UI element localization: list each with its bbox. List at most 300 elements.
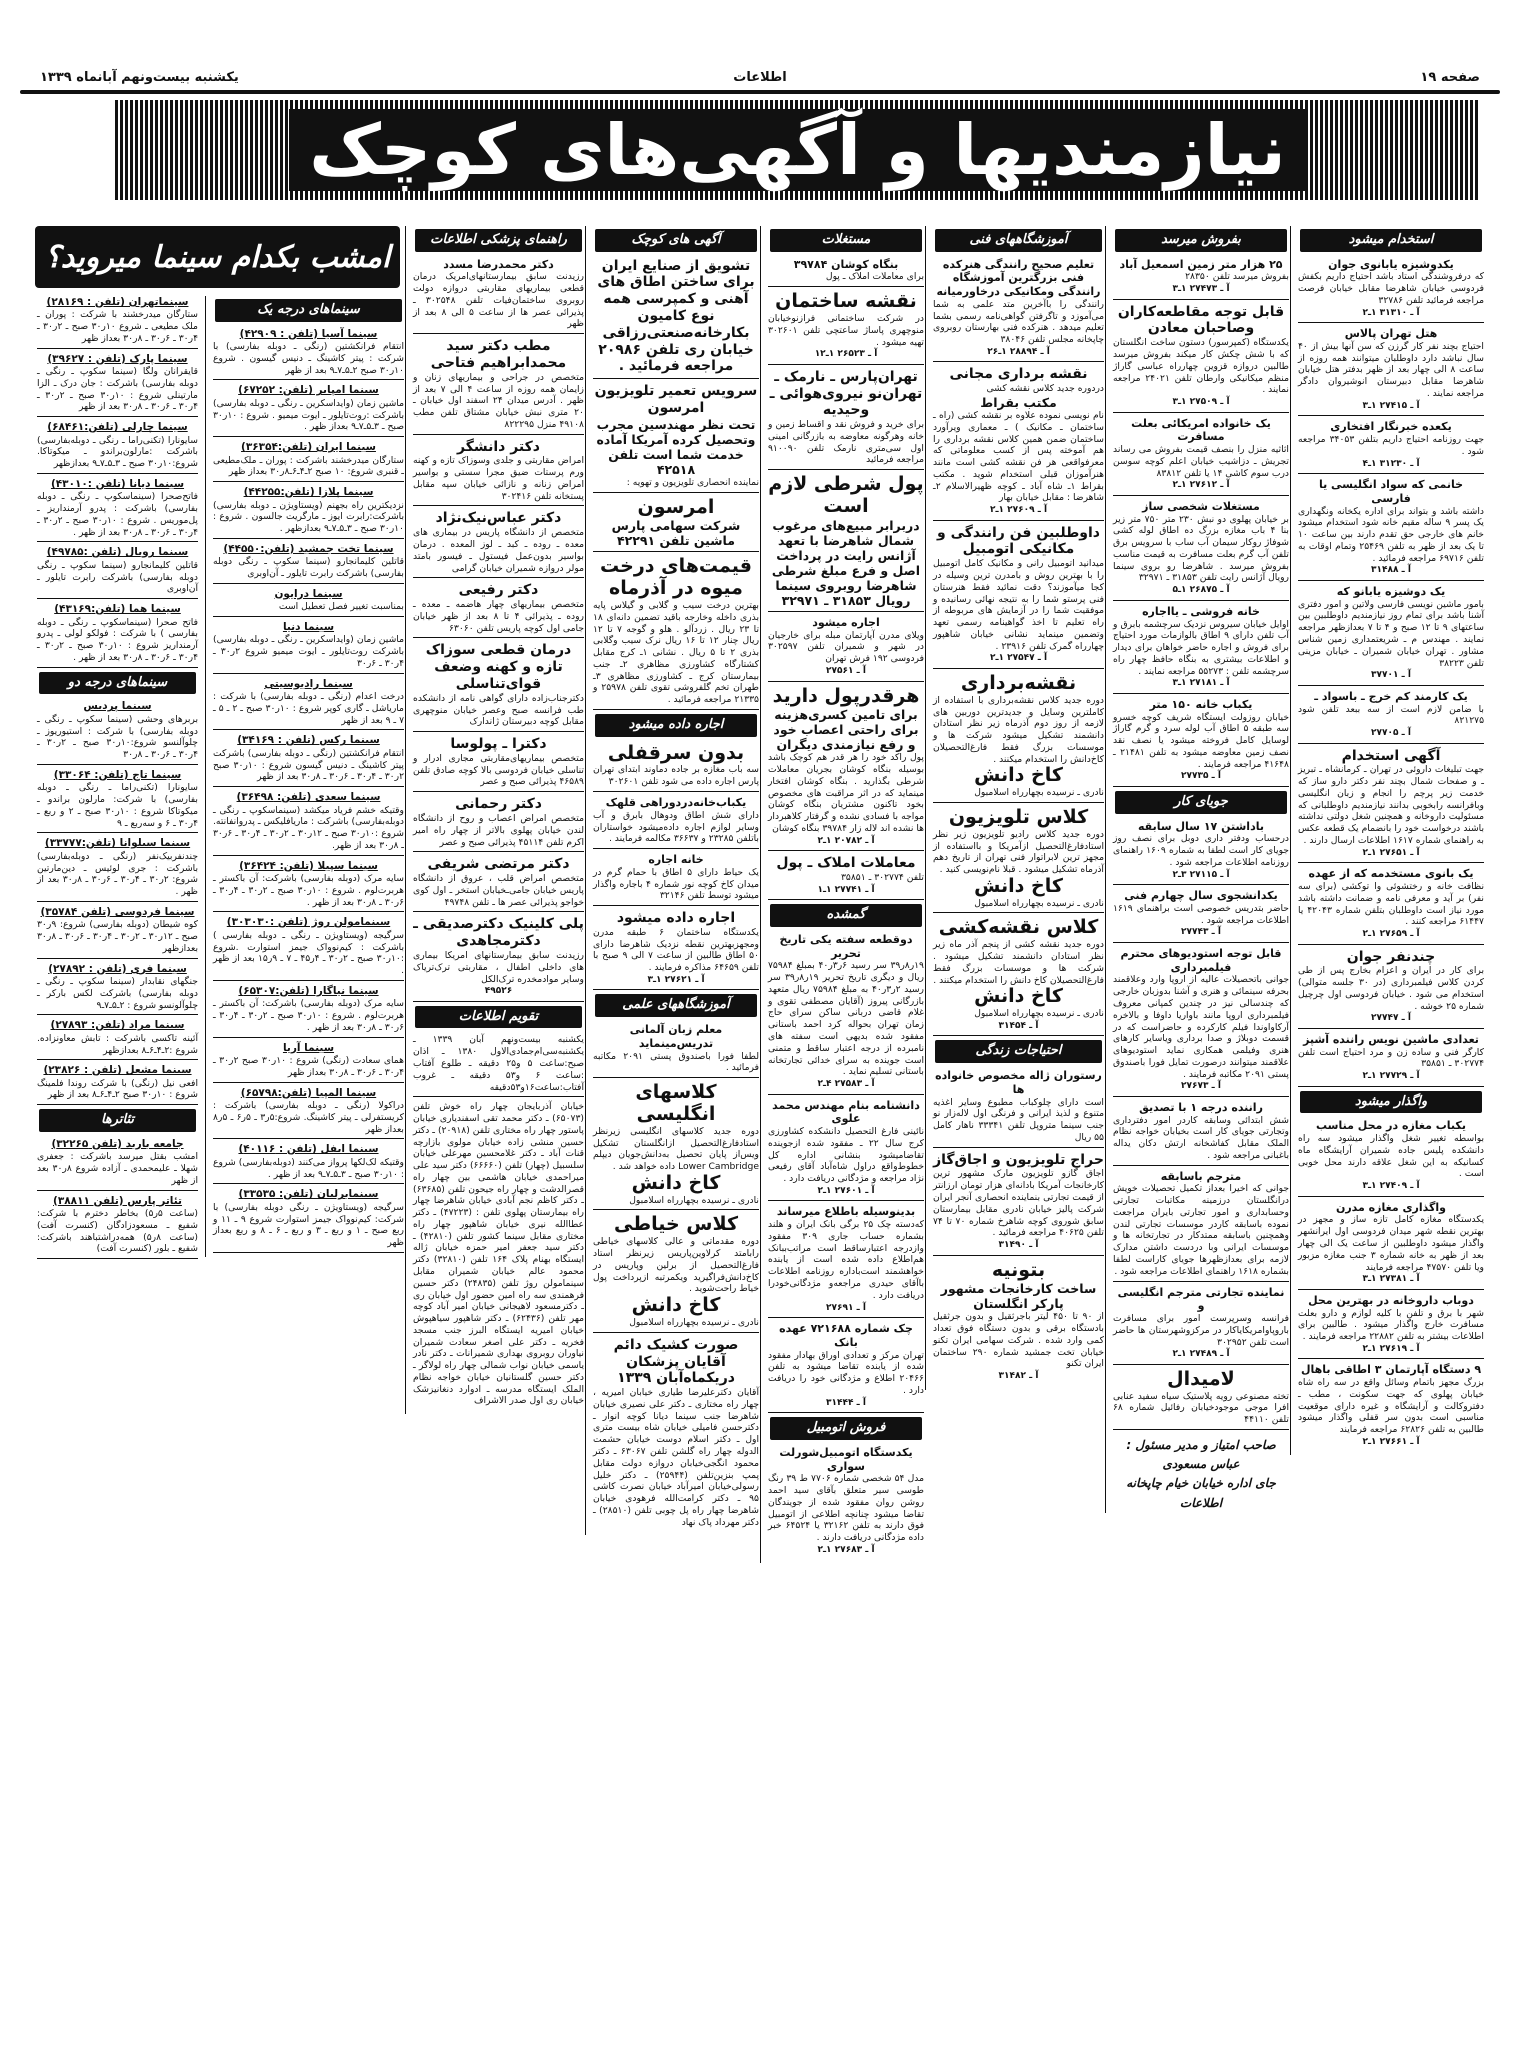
ad-title: یکدانشجوی سال چهارم فنی bbox=[1124, 889, 1278, 903]
ad-body: پول راکد خود را هر قدر هم کوچک باشد بوسیله بنگاه کوشان بجریان معاملات شرطی بگذارید . بنگاه کوشان افتخار مینماید که در اثر مراقبت های مخصوص بخود تاکنون مشتریان بنگاه کوشان مواجه با فسادی نشده و گرفتار کلاهبردار ها نشده اند لاله زار ۳۹۷۸۴ بنگاه کوشان bbox=[768, 752, 924, 834]
ad-title: واگذاری مغازه مدرن bbox=[1335, 1200, 1447, 1214]
classified-ad bbox=[1298, 748, 1484, 864]
film-details: ستارگان میدرخشند با شرکت : پوران ـ ملک مطیعی ـ شروع ۱۰ر۳۰ صبح ـ ۲ر۳۰ ـ ۴ر۳۰ ـ ۶ر۳۰ ـ ۸ر۳۰ بعداز ظهر bbox=[37, 309, 198, 344]
imprint-line: صاحب امتیاز و مدیر مسئول : عباس مسعودی bbox=[1126, 1437, 1276, 1472]
ad-code: آ ـ ۲۷۷۰۵ bbox=[1371, 728, 1411, 739]
ad-body: نادری ـ نرسیده بچهارراه اسلامبول bbox=[974, 897, 1104, 909]
ad-title: راننده درجه ۱ با تصدیق bbox=[1139, 1100, 1263, 1114]
cinema-name: جامعه باربد (تلفن ۳۲۲۶۵) bbox=[51, 1137, 184, 1150]
ad-body: اجاق گازو تلویزیون مارک مشهور ترین کارخانجات آمریکا بادانه‌ای هزار تومان ارزانتر از قیمت تجارتی بنماینده انحصاری آنجر ایران شرکت پالیز خیابان نادری مقابل بیمارستان سابق شوروی کوچه شاهرخ شماره ۷۰ تا ۷۴ تلفن ۴۰۶۲۵ مراجعه فرمائید . bbox=[933, 1168, 1104, 1239]
imprint bbox=[1111, 1436, 1291, 1513]
column-small-ads bbox=[585, 226, 761, 1535]
cinema-listing bbox=[37, 963, 198, 1016]
classified-ad bbox=[1113, 820, 1289, 886]
ad-title: دکتر رفیعی bbox=[458, 582, 539, 599]
section-header: احتیاجات زندگی bbox=[935, 1040, 1102, 1063]
ad-title: بنگاه کوشان ۳۹۷۸۴ bbox=[793, 257, 899, 271]
classified-ad bbox=[1113, 417, 1289, 496]
classified-ad bbox=[1298, 585, 1484, 686]
cinema-name: سینما سعدی (تلفن: ۳۶۴۹۸) bbox=[236, 791, 381, 804]
ad-body: رزیدنت سابق بیمارستانهای امریکا بیماری های داخلی اطفال ، مقاربتی ترک‌تریاک وسایر موادمخدره ترک‌الکل bbox=[413, 950, 584, 985]
film-details: قاتلین کلیمانجارو (سینما سکوپ ـ رنگی دوبله بفارسی) باشرکت رابرت تایلور ـ آن‌اوبری bbox=[37, 559, 198, 595]
ad-code: آ ـ ۲۷۶۵۱ ۱ـ۲ bbox=[1362, 847, 1420, 858]
section-header: آموزشگاههای فنی bbox=[935, 229, 1102, 252]
ad-body: متخصص از دانشگاه پاریس در بیماری های معده ـ روده ـ کبد ـ لوز المعده . درمان بواسیر بدون‌عمل فیستول ـ فیسور بامتد مولر دروازه شمیران خیابان گرامی bbox=[413, 527, 584, 574]
ad-title: باداشتن ۱۷ سال سابقه bbox=[1138, 819, 1264, 833]
ad-code: آ ـ ۲۷۴۸۹ ۱ـ۲ bbox=[1172, 1349, 1230, 1360]
ad-code: آ ـ ۲۷۴۷۳ ۱ـ۳ bbox=[1172, 284, 1230, 295]
ad-body: است دارای چلوکباب مطبوع وسایر اغذیه متنوع و لذیذ ایرانی و فرنگی اول لاله‌زار نو جنب سینما متروپل تلفن ۳۳۳۴۱ ناهار کامل ۵۵ ریال bbox=[933, 1096, 1104, 1143]
ad-title: دکتر محمدرضا مسدد bbox=[443, 257, 554, 271]
classified-ad bbox=[1298, 1119, 1484, 1196]
column-employment bbox=[1290, 226, 1486, 1455]
ad-body: یک حیاط دارای ۵ اطاق با حمام گرم در میدان کاخ کوچه نور شماره ۴ باجاره واگذار میشود توسط تلفن ۳۲۱۴۶ bbox=[593, 866, 759, 902]
ad-body: میدانید اتومبیل رانی و مکانیک کامل اتومبیل را با بهترین روش و بامدرن ترین وسیله در کجا میآموزند؟ دقت نمائید فقط هنرستان فنی پرستو شما را به نتیجه نهائی رسانیده و موفقیت شما را در آزمایش های مربوطه از راه تعلیم تا اخذ گواهینامه رسمی تعهد وتضمین مینماید نشانی خیابان شاهپور چهارراه گمرک تلفن ۲۳۹۱۶ . bbox=[933, 558, 1104, 652]
film-details: ماشین زمان (وایداسکرین ـ رنگی ـ دوبله بفارسی) باشرکت روت‌تایلور ـ ایوت میمیو شروع ۲ر۳۰ ـ ۴ر۳۰ ـ ۶ر۳۰ bbox=[213, 634, 404, 669]
ad-body: حاضر بتدریس خصوصی است براهنمای ۱۶۱۹ اطلاعات مراجعه شود . bbox=[1113, 902, 1289, 926]
classified-ad bbox=[768, 686, 924, 852]
ad-title: یکباب مغازه در محل مناسب bbox=[1316, 1119, 1466, 1133]
cinema-listing bbox=[213, 860, 404, 913]
ad-body: نادری ـ نرسیده بچهارراه اسلامبول bbox=[974, 787, 1104, 799]
ad-code: آ ـ ۲۷۶۱۲ ۱ـ۲ bbox=[1172, 480, 1230, 491]
classified-ad bbox=[933, 525, 1104, 669]
film-details: همای سعادت (رنگی) شروع : ۱۰ر۳۰ صبح ۲ر۳۰ ـ ۴ر۳۰ ـ ۶ر۳۰ ـ ۸ر۳۰ بعداز ظهر bbox=[213, 1055, 404, 1078]
ad-body: تلفن ۳۰۲۷۷۴ ـ ۳۵۸۵۱ bbox=[840, 872, 924, 884]
ad-body: خیابان آذربایجان چهار راه خوش تلفن (۶۵۰۷۳) ـ دکتر محمد تقی اسفندیاری خیابان پاستور چهار راه مختاری تلفن (۲۰۹۱۸) ـ دکتر حسین منشی زاده خیابان مولوی بازارچه قنات آباد ـ دکتر غلامحسین مهرعلی خیابان سلسبیل (چهار) تلفن (۶۶۶۶۰) دکتر سید علی میراحمدی خیابان هاشمی بین چهار راه قصرالدشت و چهار راه جیحون تلفن (۶۳۶۸۵) ـ دکتر کاظم نجم آبادی خیابان شاهرضا چهار راه بیمارستان پهلوی تلفن : (۴۷۲۲۳) ـ دکتر عطاالله نیری خیابان شاهپور چهار راه مختاری مقابل سینما کشور تلفن (۴۲۸۱۰) ـ دکتر سید جعفر امیر حمزه خیابان ژاله ایستگاه بهنام پلاک ۱۶۴ تلفن (۳۲۸۱۰) دکتر محمود عالم خیابان شمیران مقابل سینمامولن روژ تلفن (۲۴۸۳۵) دکتر حسین فرهمندی سه راه امین حضور اول خیابان ری ـ دکترمسعود لاهیجانی خیابان امیر آباد کوچه مهر تلفن (۶۲۴۳۶) ـ دکتر شاهپور سیاهپوش خیابان امیریه ایستگاه البرز جنب مسجد فخریه ـ دکتر علی اصغر سعادت شمیران نیاوران روبروی بهداری شمیرانات ـ دکتر نادر یاسمی خیابان نواب شمالی چهار راه لولاگر ـ دکتر حسین گلستانیان خیابان خواجه نظام الملک ایستگاه مدرسه ـ ادوارد دنغانیزشک خیابان ری اول صدر الاشراف bbox=[413, 1101, 585, 1407]
ad-code: آ ـ ۲۶۸۷۵ ۱ـ۵ bbox=[1172, 585, 1230, 596]
ad-code: آ ـ ۳۱۴۸۲ bbox=[998, 1371, 1039, 1382]
column-cinemas-second-class bbox=[35, 296, 200, 1263]
column-for-sale bbox=[1105, 226, 1291, 1513]
ad-body: جهت روزنامه احتیاج داریم بتلفن ۳۴۰۵۳ مراجعه شود . bbox=[1298, 434, 1484, 457]
cinema-name: سینما رادیوسیتی bbox=[264, 677, 353, 690]
ad-subtitle: دربرابر مبیع‌های مرغوب شمال شاهرضا با تعهد آژانس رایت در پرداخت اصل و فرع مبلغ شرطی شاهرضا روبروی سینما رویال ۳۱۸۵۳ ـ ۳۲۹۷۱ bbox=[771, 517, 921, 608]
ad-title: دکتر دانشگر bbox=[457, 438, 540, 455]
classified-ad bbox=[768, 369, 924, 470]
imprint-line: جای اداره خیابان خیام چاپخانه اطلاعات bbox=[1126, 1476, 1276, 1510]
film-details: بربرهای وحشی (سینما سکوپ ـ رنگی ـ دوبله بفارسی) با شرکت : استیوریوز ـ چلوآلنسو شروع:۱۰ر۳۰ صبح ـ ۲ر۳۰ ـ ۴ر۳۰ ـ ۶ر۳۰ ـ ۸ر۳۰ bbox=[37, 713, 198, 761]
cinema-listing bbox=[37, 353, 198, 418]
ad-title: پلی کلینیک دکترصدیقی ـ دکترمجاهدی bbox=[413, 916, 584, 950]
cinema-listing bbox=[213, 543, 404, 584]
cinema-listing bbox=[37, 603, 198, 668]
ad-title: صورت کشیک دائم آقایان پزشکان دریکماه‌آبان ۱۳۳۹ bbox=[613, 1336, 739, 1387]
classified-ad bbox=[933, 1152, 1104, 1256]
section-header: تقویم اطلاعات bbox=[415, 1006, 582, 1029]
classified-ad bbox=[1298, 420, 1484, 474]
cinema-listing bbox=[37, 1138, 198, 1191]
ad-code: آ ـ ۲۷۱۱۵ ۳ـ۲ bbox=[1172, 869, 1230, 880]
classified-ad bbox=[593, 853, 759, 906]
ad-code: آ ـ ۲۷۵۸۳ ۴ـ۲ bbox=[817, 1079, 875, 1090]
cinema-listing bbox=[37, 769, 198, 834]
film-details: وقتیکه لک‌لکها پرواز می‌کنند (دوبله‌بفارسی) شروع : ۱۰ر۳۰ صبح ـ ۳ـ۵ـ۷ـ۹ بعد از ظهر . bbox=[213, 1156, 404, 1180]
ad-body: از ۹۰ تا ۴۵۰ لیتر باجرثقیل و بدون جرثقیل بادستگاه برقی و بدون دستگاه فوق تعداد کمی وارد شده . شرکت سهامی ایران تکنو خیابان تخت جمشید شماره ۲۹۰ ساختمان ایران تکنو bbox=[933, 1311, 1104, 1370]
film-details: ماشین زمان (وایداسکرین ـ رنگی ـ دوبله بفارسی) باشرکت :روت‌تایلور ـ ایوت میمیو . شروع : ۱۰ر۳۰ صبح ـ ۳ـ۵ـ۷ـ۹ بعداز ظهر . bbox=[213, 397, 404, 433]
ad-body: نادری ـ نرسیده بچهارراه اسلامبول bbox=[629, 1316, 759, 1328]
ad-title: مستغلات شخصی ساز bbox=[1142, 499, 1260, 513]
ad-body: یکدستگاه ساختمان ۶ طبقه مدرن ومجهزبهترین نقطه نزدیک شاهرضا دارای ۵۰ اطاق طالبین از ساعت ۷ الی ۹ صبح با تلفن ۶۴۶۵۹ مذاکره فرمایند . bbox=[593, 926, 759, 974]
classified-ad bbox=[1298, 949, 1484, 1029]
ad-body: اثاثیه منزل را بنصف قیمت بفروش می رساند تجریش ـ دزاشیب خیابان اعلم کوچه سوسن درب سوم کاشی ۱۴ یا تلفن ۸۳۸۱۲ bbox=[1113, 444, 1289, 479]
film-details: سایونارا (تکنی‌راما ـ رنگی ـ دوبله بفارسی) با شرکت: مارلون براندو ـ میکوتاکا شروع : ۱۰ر۳۰ صبح ـ ۲ و ربع ـ ۴ر۳۰ ـ ۶ و سه‌ربع ـ ۹ bbox=[37, 782, 198, 829]
cinema-name: سینما رویال (تلفن :۴۹۷۸۵) bbox=[46, 546, 189, 559]
ad-body: بر خیابان پهلوی دو نبش ۲۳۰ متر ۷۵۰ متر زیر بنا ۴ باب مغازه بزرگ ده اطاق لوله کشی شوفاژ روکار سیمان آب ساب با سرویس برق تلفن آب گرم بعلت مسافرت به قیمت مناسب بفروش میرسد . شاهرضا رو بروی سینما رویال آژانس رایت تلفن ۳۱۸۵۳ ـ ۳۲۹۷۱ bbox=[1113, 513, 1289, 584]
ad-body: که درفروشندگی استاد باشد احتیاج داریم بکفش فردوسی خیابان شاهرضا مقابل خیابان فرصت مراجعه فرمائید تلفن ۳۲۷۸۶ bbox=[1298, 271, 1484, 306]
ad-code: آ ـ ۲۷۶۶۱ ۱ـ۲ bbox=[1362, 1436, 1420, 1447]
ad-title: پول شرطی لازم است bbox=[768, 473, 924, 518]
classified-ad bbox=[1113, 1369, 1289, 1430]
cinema-name: سینمابرلیان (تلفن: ۳۳۵۳۵) bbox=[238, 1188, 379, 1201]
ad-body: دوره جدید کلاسهای انگلیسی زیرنظر استادفارغ‌التحصیل ازانگلستان تشکیل ویس‌از پایان تحصیل به‌دانش‌جویان دیپلم Lower Cambridge داده خواهد شد . bbox=[593, 1125, 759, 1173]
ad-body: یکدستگاه مغازه کامل تازه ساز و مجهز در بهترین نقطه شهر میدان فردوسی اول ایرانشهر واگذار میشود داوطلبین از ساعت یک الی چهار بعد از ظهر به خانه شماره ۳ جنب مغازه مزبور ویا تلفن ۴۷۵۷۰ مراجعه فرمایند bbox=[1298, 1214, 1484, 1273]
ad-code: آ ـ ۲۷۷۴۳ bbox=[1181, 927, 1221, 938]
ad-title: ۹ دستگاه آپارتمان ۳ اطاقی باهال bbox=[1300, 1363, 1482, 1377]
ad-title: بتونیه bbox=[991, 1258, 1046, 1281]
classified-ad bbox=[768, 933, 924, 1095]
section-header: سینماهای درجه یک bbox=[215, 299, 402, 322]
cinema-name: سینما پلازا (تلفن:۴۴۲۵۵) bbox=[243, 486, 374, 499]
film-details: سرگیجه (ویستاویژن ـ رنگی ـ دوبله بفارسی ) باشرکت : کیم‌نوواک جیمز استوارت .شروع :۱۰ر۳۰ صبح ـ ۲ر۳۰ ـ ۴ر۴۵ ـ ۷ ـ ۹ر۱۵ بعد از ظهر . bbox=[213, 929, 404, 977]
ad-title: حراج تلویزیون و اجاق‌گاز bbox=[933, 1151, 1104, 1168]
ad-code: آ ـ ۲۷۴۰۹ ۱ـ۳ bbox=[1362, 1181, 1420, 1192]
classified-ad bbox=[413, 1034, 584, 1097]
classified-ad bbox=[933, 1260, 1104, 1386]
film-details: قایقرانان ولگا (سینما سکوپ ـ رنگی ـ دوبله بفارسی) باشرکت : جان درک ـ الزا مارتینلی شروع : ۱۰ر۳۰ صبح ـ ۲ر۳۰ ـ ۴ر۳۰ ـ ۶ر۳۰ ـ ۸ر۳۰ بعد از ظهر bbox=[37, 366, 198, 413]
cinema-name: سینمامولن روژ (تلفن :۳۰۳۰۳۰) bbox=[226, 916, 391, 929]
ad-body: نام نویسی نموده علاوه بر نقشه کشی (راه ـ ساختمان ـ مکانیک ) ـ معماری ویرآورد ساختمان ضمن همین کلاس نقشه برداری را هم آموخته پس از کسب معلوماتی که معرفواقعی هر فن نقشه کشی است مانند هنرآموزان قبلی استخدام شوید . مکتب بقراط ۱ـ شاه آباد ـ کوچه ظهیرالاسلام ۲ـ شاهرضا : مقابل خیابان بهار bbox=[933, 410, 1104, 504]
ad-body: متخصص بیماریهای‌مقاربتی مجاری ادرار و تناسلی خیابان فردوسی بالا کوچه صادق تلفن ۴۶۵۸۹ پذیرائی صبح و عصر bbox=[413, 752, 584, 788]
cinema-listing bbox=[213, 678, 404, 731]
classified-ad bbox=[768, 616, 924, 682]
ad-code: آ ـ ۲۷۷۴۷ bbox=[1371, 1013, 1411, 1024]
ad-title: تعلیم صحیح رانندگی هنرکده فنی بزرگترین آموزشگاه رانندگی ومکانیکی درخاورمیانه bbox=[936, 257, 1101, 299]
cinema-name: سینما فردوسی (تلفن ۳۵۷۸۴) bbox=[40, 905, 195, 918]
ad-body: تهران مرکز و تعدادی اوراق بهادار مفقود شده از یابنده تقاضا میشود به تلفن ۲۰۴۶۶ اطلاع و مژدگانی خود را دریافت دارد . bbox=[768, 1349, 924, 1396]
ad-body: نادری ـ نرسیده بچهارراه اسلامبول bbox=[629, 1194, 759, 1206]
ad-title: کلاس تلویزیون bbox=[948, 805, 1089, 828]
ad-body: مدل ۵۴ شخصی شماره ۷۷۰۶ ط ۳۹ رنگ طوسی سیر متعلق بآقای سید احمد روشن روان مفقود شده از جویندگان تقاضا میشود چنانچه اطلاعی از اتومبیل فوق دارند به تلفن ۳۲۱۶۲ یا ۶۴۵۲۴ خبر داده مژدگانی دریافت دارند . bbox=[768, 1473, 925, 1544]
ad-subtitle: شرکت سهامی پارس ماشین تلفن ۴۲۲۹۱ bbox=[611, 518, 741, 549]
cinema-listing bbox=[213, 1143, 404, 1184]
ad-body: فرانسه وسرپرست امور برای مسافرت باروپاوامریکایاکار در مرکزوشهرستان ها حاضر است تلفن ۳۰۲۹۵۲ bbox=[1113, 1313, 1289, 1348]
ad-title: کلاس نقشه‌کشی bbox=[938, 916, 1099, 939]
ad-code: آ ـ ۲۷۶۸۳ ۱ـ۲ bbox=[817, 1544, 875, 1555]
ad-code: آ ـ ۲۷۶۰۹ ۱ـ۲ bbox=[989, 505, 1048, 516]
cinema-name: سینما چارلی (تلفن:۶۸۴۶۱) bbox=[47, 421, 188, 434]
ad-title: درمان قطعی سوزاک تازه و کهنه وضعف قوای‌تناسلی bbox=[425, 642, 572, 693]
section-header: آموزشگاههای علمی bbox=[595, 994, 757, 1017]
ad-code: آ ـ ۳۱۳۱۰ ۱ـ۲ bbox=[1362, 307, 1420, 318]
cinema-listing bbox=[37, 1019, 198, 1060]
classifieds-banner bbox=[115, 100, 1480, 200]
cinema-listing bbox=[213, 791, 404, 856]
ad-title: بدینوسیله باطلاع میرساند bbox=[776, 1205, 916, 1219]
ad-body: برای معاملات املاک ـ پول bbox=[825, 271, 924, 283]
ad-body: نادری ـ نرسیده بچهارراه اسلامبول bbox=[974, 1008, 1104, 1020]
cinema-name: سینما فری (تلفن : ۲۷۸۹۲) bbox=[48, 962, 187, 975]
ad-body: امراض مقاربتی و جلدی وسوزاک تازه و کهنه ورم پرستات ضیق مجرا سستی و بواسیر امراض زنانه و نازائی خیابان سپه مقابل پستخانه تلفن ۳۰۲۴۱۶ bbox=[413, 455, 584, 502]
ad-code: آ ـ ۳۱۴۹۰ bbox=[998, 1240, 1039, 1251]
cinema-listing bbox=[213, 916, 404, 981]
section-header: سینماهای درجه دو bbox=[39, 672, 196, 695]
classified-ad bbox=[413, 736, 584, 792]
ad-title: نقشه ساختمان bbox=[775, 290, 917, 313]
film-details: امشب بقتل میرسد باشرکت : جعفری شهلا ـ علیمحمدی ـ آزاده شروع ۸ر۳۰ بعد از ظهر bbox=[37, 1151, 198, 1186]
classified-ad bbox=[1113, 1101, 1289, 1166]
ad-body: در شرکت ساختمانی فرازنوخیابان منوچهری پاساژ ساعتچی تلفن ۳۰۲۶۰۱ تهیه میشود . bbox=[768, 312, 924, 348]
classified-ad bbox=[593, 796, 759, 849]
ad-title: کلاس خیاطی bbox=[613, 1213, 738, 1236]
classified-ad bbox=[1298, 1294, 1484, 1360]
ad-body: ویلای مدرن آپارتمان مبله برای خارجیان در شهر و شمیران تلفن ۳۰۲۵۹۷ فردوسی ۱۹۲ فرش تهران bbox=[768, 629, 924, 665]
ad-title: یک خانواده امریکائی بعلت مسافرت bbox=[1131, 416, 1271, 444]
film-details: افعی نیل (رنگی) با شرکت روندا فلمینگ شروع : ۱۰ر۳۰ صبح ۲ـ۴ـ۶ـ۸ بعد از ظهر bbox=[37, 1077, 198, 1101]
film-details: آئینه تاکسی باشرکت : تابش معاونزاده. شروع :۲ـ۴ـ۶ـ۸ بعدازظهر bbox=[37, 1032, 198, 1056]
classified-ad bbox=[768, 1322, 924, 1413]
cinema-name: سینما دیانا (تلفن :۴۳۰۱۰) bbox=[50, 477, 185, 490]
classified-ad bbox=[413, 642, 584, 732]
ad-title: یکدستگاه اتومبیل‌شورلت سواری bbox=[779, 1445, 913, 1473]
cinema-listing bbox=[37, 546, 198, 599]
ad-code: آ ـ ۲۰۷۸۲ ۱ـ۲ bbox=[817, 835, 875, 846]
cinema-name: سینما هما (تلفن:۴۳۱۶۹) bbox=[54, 603, 181, 616]
cinema-name: سینما تاج (تلفن: ۳۳۰۶۴) bbox=[53, 768, 182, 781]
ad-body: لطفا فورا باصندوق پستی ۲۰۹۱ مکاتبه فرمائید . bbox=[593, 1050, 759, 1074]
ad-title: هرقدرپول دارید bbox=[772, 684, 920, 707]
ad-title: معاملات املاک ـ پول bbox=[776, 855, 916, 872]
ad-body: کارگر فنی و ساده زن و مرد احتیاج است تلفن ۳۰۲۷۷۴ ـ ۳۵۸۵۱ bbox=[1298, 1046, 1484, 1070]
ad-title: قیمت‌های درخت میوه در آذرماه bbox=[600, 555, 752, 600]
ad-body: جوانی باتحصیلات عالیه از اروپا وارد وعلاقمند بحرفه سینمائی و هنری و آشنا بدوزبان خارجی که چندسالی نیز در چندین کمپانی معروف فیلمبرداری اروپا مانند باواریا داوفا و بالاخره آرکاواوندا فیلم کارکرده و حاضراست که در قسمت دوبلاژ و صدا برداری ویاسایر کارهای هنری وفیلمی همکاری نماید استودیوهای علاقمند میتوانند درصورت تمایل فورا باصندوق پستی ۲۰۹۱ مکاتبه فرمایند . bbox=[1113, 974, 1289, 1080]
ad-title: بدون سرقفلی bbox=[607, 741, 745, 764]
cinema-name: سینما مراد (تلفن: ۲۷۸۹۳) bbox=[50, 1019, 185, 1032]
section-header: واگذار میشود bbox=[1300, 1091, 1482, 1114]
section-header: فروش اتومبیل bbox=[770, 1417, 922, 1440]
classified-ad bbox=[768, 1099, 924, 1202]
ad-body: تخته مصنوعی رویه پلاستیک سیاه سفید عنابی افرا موجی موجودخیابان رفائیل شماره ۶۸ تلفن ۴۴۱۱۰ bbox=[1113, 1390, 1289, 1426]
ad-body: نظافت خانه و رختشوئی وا توکشی (برای سه نفر) بر آید و معرفی نامه و ضمانت داشته باشد مورد نیاز است داوطلبان بتلفن شماره ۴۲۰۴۳ یا ۶۱۴۴۷ مراجعه کنند . bbox=[1298, 881, 1484, 928]
cinema-listing bbox=[37, 421, 198, 474]
masthead bbox=[40, 70, 1480, 90]
film-details: چندنفربیک‌نفر (رنگی ـ دوبله‌بفارسی) باشرکت : جری لوئیس ـ دین‌مارتین شروع: ۲ر۳۰ ـ ۴ر۳۰ ـ ۶ر۳۰ ـ ۸ر۳۰ بعد از ظهر . bbox=[37, 850, 198, 898]
ad-body: متخصص بیماریهای چهار هاضمه ـ معده ـ روده ـ پذیرائی ۴ تا ۸ بعد از ظهر خیابان جامی اول کوچه پاریس تلفن ۶۳۰۶۰ bbox=[413, 599, 584, 634]
cinema-banner: امشب بکدام سینما میروید؟ bbox=[35, 226, 400, 288]
classified-ad bbox=[413, 510, 584, 578]
section-header: جویای کار bbox=[1115, 791, 1287, 814]
ad-title: دکتر رحمانی bbox=[455, 796, 542, 813]
ad-title: یکباب‌خانه‌دردوراهی قلهک bbox=[605, 795, 747, 809]
newspaper-name: اطلاعات bbox=[733, 70, 787, 85]
ad-body: برای کار در ایران و اعزام بخارج پس از طی کردن کلاس فیلمبرداری (در ۳۰ جلسه متوالی) استخدام می شود . خیابان فردوسی اول چرچیل شماره ۲۵ خوشه . bbox=[1298, 965, 1485, 1012]
ad-title: نقشه‌برداری bbox=[960, 671, 1077, 694]
cinema-listing bbox=[213, 328, 404, 381]
classified-ad bbox=[593, 258, 759, 380]
classified-ad bbox=[933, 366, 1104, 520]
classified-ad bbox=[413, 582, 584, 638]
classified-ad bbox=[413, 916, 584, 1001]
film-details: سایونارا (تکنی‌راما ـ رنگی ـ دوبله‌بفارسی) باشرکت :مارلون‌براندو ـ میکوتاکا. شروع:۱۰ر۳۰ صبح ـ ۳ـ۵ـ۷ـ۹ بعدازظهر bbox=[37, 434, 198, 470]
classified-ad bbox=[593, 1214, 759, 1332]
ad-code: آ ـ ۲۶۵۲۳ ۱ـ۱۲ bbox=[814, 349, 878, 360]
cinema-name: سینما درایون bbox=[274, 587, 343, 600]
ad-title: نماینده تجارتی مترجم انگلیسی و bbox=[1117, 1285, 1285, 1313]
classified-ad bbox=[1298, 327, 1484, 416]
ad-title: خانمی که سواد انگلیسی یا فارسی bbox=[1318, 478, 1464, 505]
ad-body: شش ابتدائی وسابقه کاردر امور دفترداری وتجارتی جویای کار است بخیابان خواجه نظام الملک مقابل کفاشخانه ارتش دکان یداله باغبانی مراجعه شود . bbox=[1113, 1114, 1289, 1161]
cinema-name: سینما المپیا (تلفن:۶۵۷۹۸) bbox=[240, 1086, 377, 1099]
ad-code: آ ـ ۳۱۴۴۴ bbox=[826, 1397, 866, 1408]
classified-ad bbox=[1298, 690, 1484, 744]
ad-title: تهران‌پارس ـ نارمک ـ تهران‌نو نیروی‌هوائی ـ وحیدیه bbox=[769, 368, 923, 419]
ad-title: کلاسهای انگلیسی bbox=[635, 1081, 717, 1125]
classified-ad bbox=[933, 917, 1104, 1036]
ad-code: آ ـ ۳۱۴۵۴ bbox=[998, 1020, 1039, 1031]
film-details: قاتلین کلیمانجارو (سینما سکوپ ـ رنگی دوبله بفارسی) باشرکت رابرت تایلور ـ آن‌اوبری bbox=[213, 556, 404, 579]
classified-ad bbox=[768, 474, 924, 612]
ad-title: خانه فروشی ـ یااجاره bbox=[1142, 604, 1260, 618]
ad-title: داوطلبین فن رانندگی و مکانیکی اتومبیل bbox=[937, 524, 1100, 558]
ad-body: متخصص امراض اعصاب و روح از دانشگاه لندن خیابان پهلوی بالاتر از چهار راه امیر اکرم تلفن ۴۵۱۱۴ پذیرائی صبح و عصر bbox=[413, 813, 584, 848]
classified-ad bbox=[1298, 258, 1484, 324]
classified-ad bbox=[1113, 698, 1289, 787]
classified-ad bbox=[413, 258, 584, 335]
ad-body: برای خرید و فروش نقد و اقساط زمین و خانه وهرگونه معاوضه به بازرگانی امینی اول سی‌متری نارمک تلفن ۹۱۰۰۹۰ مراجعه فرمائید bbox=[768, 419, 924, 466]
classified-ad bbox=[413, 1101, 584, 1410]
film-details: فاتح صحرا (سینماسکوپ ـ رنگی ـ دوبله بفارسی ) با شرکت : فولکو لولی ـ پدرو آرمنداریز شروع : ۱۰ر۳۰ صبح ـ ۲ر۳۰ ـ ۴ر۳۰ ـ ۶ر۳۰ ـ ۸ر۳۰ بعد از ظهر . bbox=[37, 616, 198, 663]
classified-ad bbox=[1113, 258, 1289, 300]
ad-body: دارای شش اطاق ودوهال بابرق و آب وسایر لوازم اجاره داده‌میشود خواستاران باتلفن ۲۳۲۸۵ و ۳۶۶۳۷ مکالمه فرمایند . bbox=[593, 809, 759, 845]
ad-title: یک دوشیزه یابانو که bbox=[1336, 584, 1446, 598]
cinema-listing bbox=[213, 1042, 404, 1083]
ad-title: چندنفر جوان bbox=[1346, 948, 1436, 965]
cinema-listing bbox=[37, 1195, 198, 1260]
ad-body: متخصص در جراحی و بیماریهای زنان و زایمان همه روزه از ساعت ۴ الی ۷ بعد از ظهر . آدرس میدان ۲۴ اسفند اول خیابان ـ ۲۰ متری نبش خیابان مشتاق تلفن مطب ۴۹۱۰۸ منزل ۸۲۲۲۹۵ bbox=[413, 371, 584, 430]
masthead-rule bbox=[20, 90, 1500, 94]
ad-title: سرویس تعمیر تلویزیون امرسون bbox=[594, 383, 758, 416]
column-cinemas-first-class bbox=[205, 296, 406, 1257]
film-details: جنگهای نقابدار (سینما سکوپ ـ رنگی ـ دوبله بفارسی) باشرکت لکس بارکر ـ چلوآلونسو شروع : ۲ـ۵ـ۷ـ۹ bbox=[37, 976, 198, 1011]
ad-title: معلم زبان آلمانی تدریس‌مینماید bbox=[629, 1023, 723, 1050]
cinema-listing bbox=[37, 906, 198, 959]
classified-ad bbox=[933, 258, 1104, 363]
issue-date: یکشنبه بیست‌ونهم آبانماه ۱۳۳۹ bbox=[40, 70, 239, 85]
classified-ad bbox=[593, 556, 759, 710]
ad-body: دکترجناب‌زاده دارای گواهی نامه از دانشکده طب فرانسه صبح وعصر خیابان منوچهری مقابل کوچه دبیرستان ژاندارک bbox=[413, 692, 584, 728]
ad-subtitle: کاخ دانش bbox=[974, 874, 1063, 897]
film-details: انتقام فرانکشتین (رنگی ـ دوبله بفارسی) باشرکت پیتر کاشینگ ـ دنیس گیسون شروع : ۱۰ر۳۰ صبح ۲ر۳۰ ـ ۴ر۳۰ ـ ۶ر۳۰ ـ ۸ر۳۰ بعد از ظهر bbox=[213, 747, 404, 783]
ad-title: دانشنامه بنام مهندس محمد علوی bbox=[772, 1098, 920, 1126]
cinema-name: سینما آریا bbox=[282, 1041, 335, 1054]
ad-body: دردوره جدید کلاس نقشه کشی bbox=[986, 383, 1104, 395]
ad-subtitle: تحت نظر مهندسین مجرب وتحصیل کرده آمریکا آماده خدمت شما است تلفن ۴۲۵۱۸ bbox=[596, 416, 756, 477]
ad-body: احتیاج بچند نفر کار گرزن که سن آنها بیش از ۴۰ سال نباشد دارد داوطلبان میتوانند همه روزه از ساعت ۸ الی چهار بعد از ظهر بدفتر هتل خیابان شاهرضا مقابل دبیرستان انوشیروان دادگر مراجعه نمایند . bbox=[1298, 340, 1485, 399]
ad-body: آقایان دکترعلیرضا طیاری خیابان امیریه ، چهار راه مختاری ـ دکتر علی نصیری خیابان شاهرضا جنب سینما دیانا کوچه انوار ـ دکترحسن فامیلی خیابان شاه بیست متری اول ـ دکتر اسلام دوست خیابان حشمت الدوله چهار راه گلشن تلفن ۶۳۰۶۷ ـ دکتر محمود انگجی‌خیابان دروازه دولت مقابل پمپ بنزین‌تلفن (۲۵۹۴۴) ـ دکتر خلیل رسولی‌خیابان امیرآباد خیابان نصرت کاشی ۹۵ ـ دکتر کرامت‌الله فرهودی خیابان شاهرضا چهار راه پل چوبی تلفن (۲۸۵۱۰) ـ دکتر مهرداد پاک نهاد bbox=[593, 1387, 760, 1528]
ad-title: چک شماره ۷۲۱۶۸۸ عهده بانک bbox=[779, 1322, 913, 1349]
ad-title: اجاره داده میشود bbox=[616, 910, 736, 927]
cinema-name: سینما مشعل (تلفن : ۲۳۸۲۶) bbox=[43, 1064, 192, 1077]
cinema-listing bbox=[213, 734, 404, 787]
ad-title: یکدوشیزه یابانوی جوان bbox=[1328, 257, 1454, 271]
ad-title: نقشه برداری مجانی bbox=[949, 366, 1088, 383]
classified-ad bbox=[593, 1023, 759, 1078]
column-medical-guide bbox=[405, 226, 586, 1414]
classified-ad bbox=[413, 856, 584, 912]
banner-title: نیازمندیها و آگهی‌های کوچک bbox=[289, 109, 1306, 191]
film-details: درخت اعدام (رنگی ـ دوبله بفارسی) با شرکت : ماریاشل ـ گاری کوپر شروع : ۱۰ر۳۰ صبح ـ ۲ ـ ۵ ـ ۷ ـ ۹ بعد از ظهر bbox=[213, 691, 404, 726]
classified-ad bbox=[1113, 605, 1289, 694]
ad-title: دکتر مرتضی شریفی bbox=[427, 856, 570, 873]
column-technical-schools bbox=[925, 226, 1106, 1390]
ad-code: آ ـ ۲۷۶۹۱ bbox=[826, 1302, 866, 1313]
film-details: دراکولا (رنگی ـ دوبله بفارسی) باشرکت : کریستفرلی ـ پیتر کاشینگ. شروع:۵ر۳ ـ ۵ر۶ ـ ۵ر۸ بعداز ظهر bbox=[213, 1100, 404, 1135]
ad-title: لامیدال bbox=[1167, 1367, 1235, 1390]
section-header: تئاترها bbox=[39, 1109, 196, 1132]
ad-code: آ ـ ۲۷۳۸۱ ۱ـ۳ bbox=[1362, 1274, 1420, 1285]
ad-subtitle: کاخ دانش bbox=[974, 985, 1063, 1008]
ad-body: دوره جدید نقشه کشی از پنجم آذر ماه زیر نظر استادان دانشمند تشکیل میشود . شرکت ها و موسسات بزرگ فقط فارغ‌التحصیلان کاخ دانش را استخدام میکنند . bbox=[933, 939, 1104, 986]
cinema-name: سینما پارک (تلفن : ۳۹۶۲۷) bbox=[47, 352, 188, 365]
classified-ad bbox=[1298, 1201, 1484, 1290]
ad-body: نائینی فارغ التحصیل دانشکده کشاورزی کرج سال ۲۲ ـ مفقود شده ازجوینده تقاضامیشود بنشانی اداره کل خطوط‌واقع دراول شاه‌آباد آقای رفیعی نژاد مراجعه و مژدگانی دریافت دارد . bbox=[768, 1126, 924, 1185]
cinema-listing bbox=[37, 837, 198, 902]
classified-ad bbox=[933, 673, 1104, 803]
ad-body: بهترین درخت سیب و گلابی و گیلاس پایه بذری داخله وخارجه باقید تضمین دانه‌ای ۱۸ تا ۲۳ ریال . زردآلو . هلو و گوجه ۷ تا ۱۲ ریال چنار ۱۲ تا ۱۶ ریال نرک سیب وگلابی بذری ۲ تا ۵ ریال . نشانی ۱ـ کرج مقابل کشتارگاه کشاورزی مظاهری ۲ـ جنب بیمارستان کرج ـ کشاورزی مظاهری ۳ـ طهران تخم گلفروشی تقوی تلفن ۲۵۹۷۸ و ۲۱۳۳۵ مراجعه فرمائید . bbox=[593, 600, 760, 706]
classified-ad bbox=[1113, 304, 1289, 413]
cinema-listing bbox=[213, 985, 404, 1038]
cinema-name: سینما امپایر (تلفن: ۶۷۲۵۲) bbox=[238, 384, 379, 397]
ad-title: تشویق از صنایع ایران برای ساختن اطاق های آهنی و کمپرسی همه نوع کامیون بکارخانه‌صنعتی‌رزاقی خیابان ری تلفن ۲۰۹۸۶ مراجعه فرمائید . bbox=[597, 257, 755, 375]
cinema-listing bbox=[213, 621, 404, 674]
cinema-name: سینما ایفل (تلفن : ۴۰۱۱۶) bbox=[238, 1143, 379, 1156]
cinema-name: سینما ایران (تلفن:۳۶۳۵۴) bbox=[241, 441, 376, 454]
ad-title: یکعده خبرنگار افتخاری bbox=[1330, 420, 1452, 434]
ad-subtitle: برای تامین کسری‌هزینه برای راحتی اعصاب خود و رفع نیازمندی دیگران bbox=[773, 707, 919, 753]
section-header: راهنمای پزشکی اطلاعات bbox=[415, 229, 582, 252]
cinema-name: سینما سپیلا (تلفن: ۳۶۴۲۴) bbox=[239, 859, 378, 872]
column-real-estate bbox=[760, 226, 926, 1563]
classified-ad bbox=[933, 1069, 1104, 1148]
classified-ad bbox=[593, 383, 759, 492]
ad-subtitle: ساخت کارخانجات مشهور پارکر انگلستان bbox=[940, 1281, 1097, 1312]
ad-title: خانه اجاره bbox=[648, 853, 704, 867]
ad-code: آ ـ ۳۷۷۰۱ bbox=[1371, 670, 1411, 681]
ad-body: متخصص امراض قلب ، عروق از دانشگاه پاریس خیابان جامی‌ـخیابان استخر ـ اول کوی خواجو پذیرائی عصر ها ـ تلفن ۴۹۷۴۸ bbox=[413, 873, 584, 908]
cinema-listing bbox=[37, 296, 198, 349]
ad-code: آ ـ ۲۷۷۳۵ bbox=[1181, 771, 1221, 782]
ad-body: بواسطه تغییر شغل واگذار میشود سه راه دانشکده پلیس جاده شمیران آرایشگاه ماه کسانیکه به این شغل علاقه دارند محل خوبی است . bbox=[1298, 1133, 1484, 1180]
classified-ad bbox=[768, 291, 924, 365]
film-details: نزدیکترین راه بجهنم (ویستاویژن ـ دوبله بفارسی) باشرکت:رابرت ایوز ـ مارگریت جالسون . شروع : ۱۰ر۳۰ صبح ـ ۳ـ۵ـ۷ـ۹ بعدازظهر . bbox=[213, 499, 404, 535]
classified-ad bbox=[1298, 1363, 1484, 1451]
classified-ad bbox=[1113, 1170, 1289, 1282]
section-header: گمشده bbox=[770, 904, 922, 927]
ad-code: آ ـ ۲۷۵۴۷ ۱ـ۲ bbox=[989, 653, 1048, 664]
classified-ad bbox=[1298, 867, 1484, 944]
classified-ad bbox=[768, 1205, 924, 1318]
classified-ad bbox=[413, 338, 584, 434]
ad-code: آ ـ ۲۷۷۴۱ ۱ـ۱ bbox=[817, 884, 875, 895]
classified-ad bbox=[1113, 889, 1289, 943]
classified-ad bbox=[593, 497, 759, 553]
classified-ad bbox=[1113, 1286, 1289, 1365]
ad-code: آ ـ ۲۷۶۱۹ ۱ـ۲ bbox=[1362, 1343, 1420, 1354]
ad-body: بفروش میرسد تلفن ۲۸۳۵۰ bbox=[1185, 271, 1289, 283]
ad-body: یکشنبه بیست‌ونهم آبان ۱۳۳۹ ـ یکشنبه‌سی‌ام‌جمادی‌الاول ۱۳۸۰ ـ اذان صبح:ساعت ۵ و۲۵ دقیقه ـ طلوع آفتاب :ساعت ۶ و۵۳ دقیقه ـ غروب آفتاب:ساعت۱۶و۵۳دقیقه bbox=[413, 1034, 585, 1093]
ad-body: شهر با برق و تلفن با کلیه لوازم و دارو بعلت مسافرت خارج واگذار میشود . طالبین برای اطلاعات بیشتر به تلفن ۲۲۸۸۲ مراجعه فرمایند . bbox=[1298, 1307, 1484, 1343]
ad-code: آ ـ ۲۷۶۰۱ ۱ـ۲ bbox=[817, 1185, 875, 1196]
